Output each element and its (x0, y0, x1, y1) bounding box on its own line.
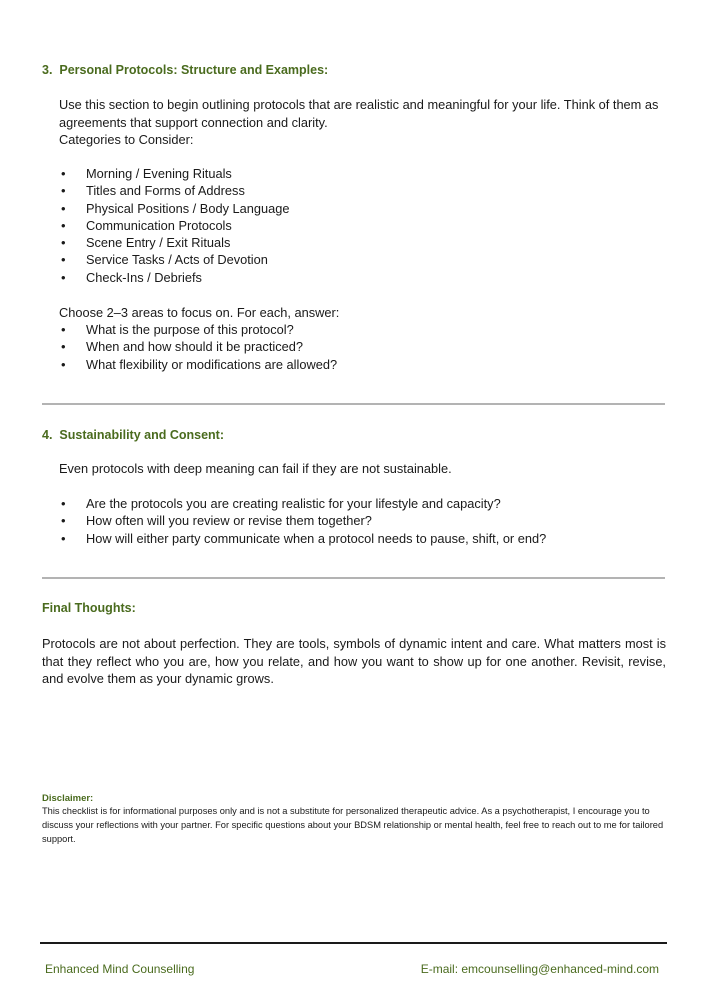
sustainability-questions-list (42, 495, 665, 547)
list-item: • Service Tasks / Acts of Devotion (42, 251, 665, 268)
focus-block (59, 304, 669, 322)
list-item: • Physical Positions / Body Language (42, 200, 665, 217)
section-3-heading (42, 63, 665, 77)
section-divider (42, 403, 665, 405)
footer-email: E-mail: emcounselling@enhanced-mind.com (420, 962, 659, 976)
section-3-title: Personal Protocols: Structure and Examples: (59, 63, 329, 77)
focus-label: Choose 2–3 areas to focus on. For each, answer: (59, 305, 340, 320)
section-4-body (59, 460, 669, 478)
list-item: • Communication Protocols (42, 217, 665, 234)
list-item: • How often will you review or revise them together? (42, 512, 665, 529)
final-thoughts-heading: Final Thoughts: (42, 601, 136, 615)
list-item: • How will either party communicate when a protocol needs to pause, shift, or end? (42, 530, 665, 547)
section-4 (42, 428, 665, 442)
list-item: • Scene Entry / Exit Rituals (42, 234, 665, 251)
footer-divider (40, 942, 667, 944)
disclaimer-text: This checklist is for informational purposes only and is not a substitute for personalized therapeutic advice. As a psychotherapist, I encourage you to discuss your reflections with your partner. For specific questions about your BDSM relationship or mental health, feel free to reach out to me for tailored support. (42, 806, 664, 844)
list-item: • Titles and Forms of Address (42, 182, 665, 199)
disclaimer-heading: Disclaimer: (42, 793, 94, 804)
section-3-intro: Use this section to begin outlining protocols that are realistic and meaningful for your life. Think of them as agreements that support connection and clarity. (59, 97, 659, 130)
list-item: • What is the purpose of this protocol? (42, 321, 665, 338)
section-4-number: 4. (42, 428, 53, 442)
final-thoughts (42, 601, 665, 615)
categories-list (42, 165, 665, 286)
section-3-body (59, 96, 669, 149)
section-3-number: 3. (42, 63, 53, 77)
categories-label: Categories to Consider: (59, 132, 194, 147)
list-item: • When and how should it be practiced? (42, 338, 665, 355)
final-thoughts-body (42, 635, 666, 688)
list-item: • Morning / Evening Rituals (42, 165, 665, 182)
footer-org: Enhanced Mind Counselling (45, 962, 195, 976)
section-4-intro: Even protocols with deep meaning can fail if they are not sustainable. (59, 461, 452, 476)
final-thoughts-text: Protocols are not about perfection. They are tools, symbols of dynamic intent and care. What matters most is that they reflect who you are, how you relate, and how you want to show up for one another. Revisit, revise, and evolve them as your dynamic grows. (42, 636, 666, 686)
disclaimer (42, 793, 668, 846)
list-item: • Are the protocols you are creating realistic for your lifestyle and capacity? (42, 495, 665, 512)
section-4-heading (42, 428, 665, 442)
questions-list (42, 321, 665, 373)
section-divider (42, 577, 665, 579)
section-4-title: Sustainability and Consent: (59, 428, 224, 442)
list-item: • Check-Ins / Debriefs (42, 269, 665, 286)
list-item: • What flexibility or modifications are allowed? (42, 356, 665, 373)
section-3 (42, 63, 665, 77)
